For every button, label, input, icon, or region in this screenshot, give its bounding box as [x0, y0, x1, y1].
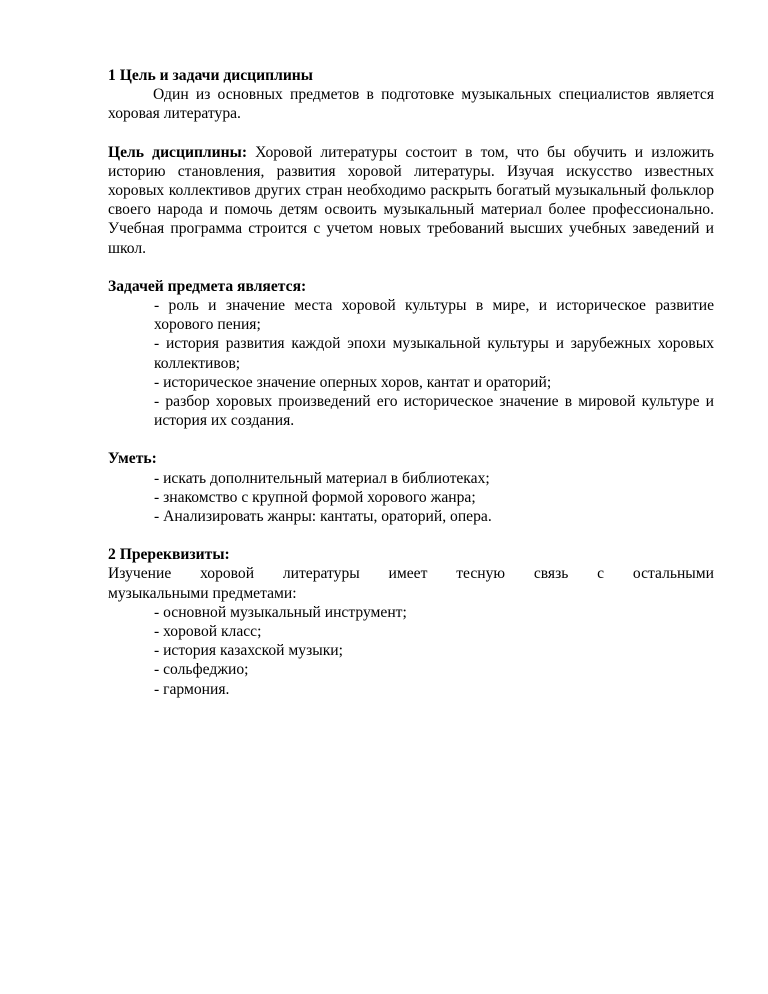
list-item: - знакомство с крупной формой хорового жанра;	[154, 488, 476, 506]
list-item: - Анализировать жанры: кантаты, ораторий, опера.	[154, 508, 492, 526]
list-item: - сольфеджио;	[154, 661, 249, 679]
skills-list	[108, 469, 714, 527]
section-1-intro: Один из основных предметов в подготовке музыкальных специалистов является хоровая литература.	[108, 86, 714, 123]
skills-heading: Уметь:	[108, 450, 157, 468]
section-prerequisites	[108, 545, 714, 699]
goal-text: Хоровой литературы состоит в том, что бы обучить и изложить историю становления, развития хоровой литературы. Изучая искусство известных хоровых коллективов других стран необходимо раскрыть богатый музыкальный фольклор своего народа и помочь детям освоить музыкальный материал более профессионально. Учебная программа строится с учетом новых требований высших учебных заведений и школ.	[108, 143, 714, 257]
spacer	[108, 526, 714, 545]
list-item: - искать дополнительный материал в библиотеках;	[154, 469, 490, 487]
list-item: - историческое значение оперных хоров, кантат и ораторий;	[154, 373, 552, 391]
section-goals	[108, 66, 714, 124]
list-item: - гармония.	[154, 680, 230, 698]
goal-label: Цель дисциплины:	[108, 143, 248, 161]
list-item: - роль и значение места хоровой культуры в мире, и историческое развитие хорового пения;	[154, 297, 714, 334]
section-1-heading: 1 Цель и задачи дисциплины	[108, 67, 313, 84]
spacer	[108, 430, 714, 449]
list-item: - разбор хоровых произведений его историческое значение в мировой культуре и история их создания.	[154, 393, 714, 430]
tasks-list	[108, 296, 714, 430]
goal-paragraph	[108, 143, 714, 258]
section-2-heading: 2 Пререквизиты:	[108, 546, 230, 564]
tasks-heading: Задачей предмета является:	[108, 277, 307, 295]
section-2-intro-line-1: Изучение хоровой литературы имеет тесную связь с остальными	[108, 565, 714, 583]
prerequisites-list	[108, 603, 714, 699]
document-page	[108, 66, 714, 699]
list-item: - основной музыкальный инструмент;	[154, 603, 407, 621]
list-item: - хоровой класс;	[154, 623, 262, 641]
spacer	[108, 124, 714, 143]
section-2-intro-line-2: музыкальными предметами:	[108, 584, 297, 602]
list-item: - история казахской музыки;	[154, 642, 343, 660]
section-tasks	[108, 277, 714, 431]
section-skills	[108, 449, 714, 526]
spacer	[108, 258, 714, 277]
list-item: - история развития каждой эпохи музыкальной культуры и зарубежных хоровых коллективов;	[154, 335, 714, 372]
